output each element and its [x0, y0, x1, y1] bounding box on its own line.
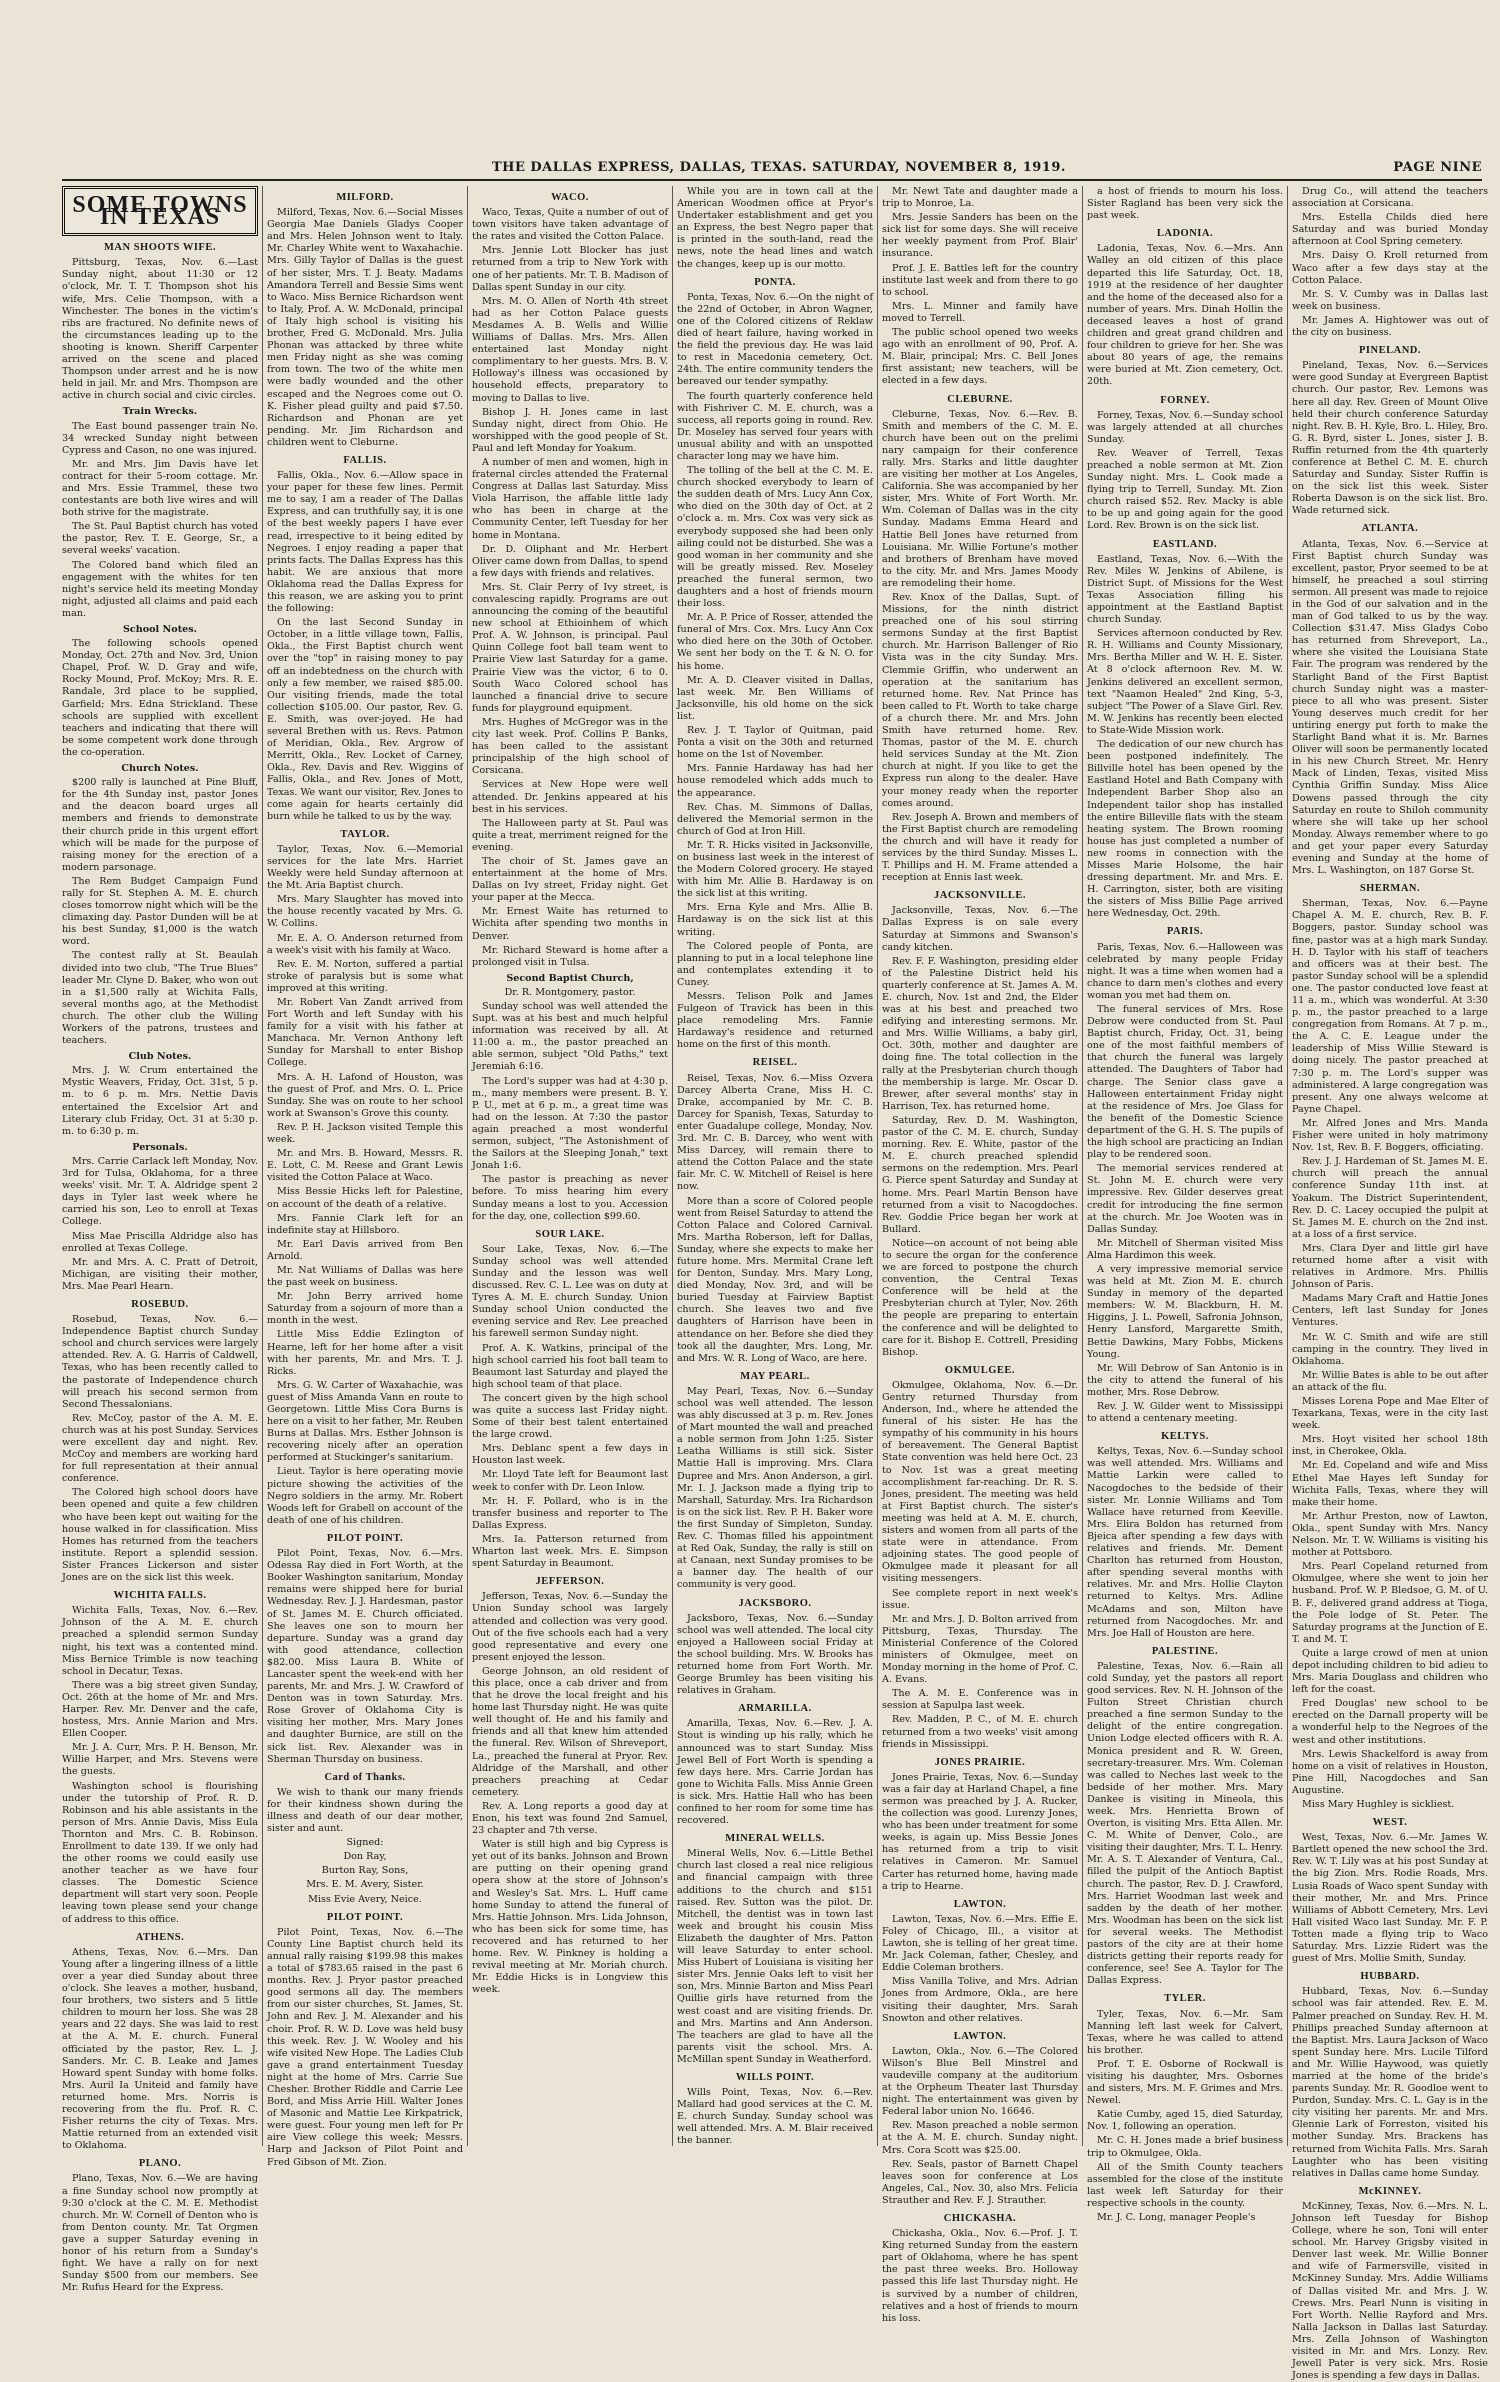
news-paragraph: The East bound passenger train No. 34 wrecked Sunday night between Cypress and Cason, no one was injured. [62, 420, 258, 456]
news-paragraph: Ponta, Texas, Nov. 6.—On the night of the 22nd of October, in Abron Wagner, one of the Colored citizens of Reklaw died of heart failure, having worked in the field the previous day. He was laid to rest in Macedonia cemetery, Oct. 24th. The entire community tenders the bereaved our tender sympathy. [677, 291, 873, 388]
news-paragraph: Misses Lorena Pope and Mae Elter of Texarkana, Texas, were in the city last week. [1292, 1396, 1488, 1432]
news-paragraph: Pilot Point, Texas, Nov. 6.—The County Line Baptist church held its annual rally raising $199.98 this makes a total of $783.65 raised in the past 6 months. Rev. J. Pryor pastor preached good sermons all day. The members from our sister churches, St. James, St. John and Rev. J. M. Alexander and his choir. Prof. R. W. D. Love was held busy this week. Rev. J. W. Wooley and his wife visited New Hope. The Ladies Club gave a grand entertainment Tuesday night at the home of Mrs. Carrie Sue Chesher. Brother Riddle and Carrie Lee Bord, and Miss Arrie Hill. Walter Jones of Masonic and Mattie Lee Kirkpatrick, were guest. Four young men left for Pr aire View college this week; Messrs. Harp and Jackson of Pilot Point and Fred Gibson of Mt. Zion. [267, 1926, 463, 2168]
town-heading: PARIS. [1166, 926, 1204, 938]
town-heading: SHERMAN. [1359, 883, 1421, 895]
news-paragraph: Mr. Will Debrow of San Antonio is in the city to attend the funeral of his mother, Mrs. Rose Debrow. [1087, 1362, 1283, 1398]
news-paragraph: Mrs. M. O. Allen of North 4th street had as her Cotton Palace guests Mesdames A. B. Wells and Willie Williams of Dallas. Mrs. Mrs. Allen entertained last Monday night complimentary to her guests. Mrs. B. V. Holloway's illness was occasioned by household effects, preparatory to moving to Dallas to live. [472, 295, 668, 404]
column-2 [267, 186, 463, 2168]
news-paragraph: Miss Mae Priscilla Aldridge also has enrolled at Texas College. [62, 1230, 258, 1254]
news-paragraph: Services at New Hope were well attended. Dr. Jenkins appeared at his best in his services. [472, 779, 668, 815]
signature-line: Signed: [346, 1837, 384, 1849]
column-rule [877, 186, 878, 2146]
news-paragraph: Mr. H. F. Pollard, who is in the transfer business and reporter to The Dallas Express. [472, 1495, 668, 1531]
town-heading: WILLS POINT. [735, 2071, 815, 2083]
news-paragraph: See complete report in next week's issue. [882, 1587, 1078, 1611]
news-paragraph: More than a score of Colored people went from Reisel Saturday to attend the Cotton Palace and Colored Carnival. Mrs. Martha Roberson, left for Dallas, Sunday, where she expects to make her future home. Mrs. Mermital Crane left for Denton, Sunday. Mrs. Mary Long, died Monday, Nov. 3rd, and will be buried Tuesday at Fairview Baptist church. She leaves two and five daughters of Harrison have been in attendance on her. Before she died they took all the daughter, Mrs. Long, Mr. and Mrs. W. R. Long of Waco, are here. [677, 1195, 873, 1364]
town-heading: CHICKASHA. [943, 2213, 1017, 2224]
town-heading: PALESTINE. [1151, 1645, 1219, 1657]
news-paragraph: Rev. Joseph A. Brown and members of the First Baptist church are remodeling the church and will have it ready for services by the third Sunday. Misses L. T. Phillips and H. M. Frame attended a reception at Ennis last week. [882, 811, 1078, 884]
news-paragraph: Lawton, Okla., Nov. 6.—The Colored Wilson's Blue Bell Minstrel and vaudeville company at the auditorium at the Orpheum Theater last Thursday night. The entertainment was given by Federal labor union No. 16646. [882, 2045, 1078, 2118]
news-paragraph: The contest rally at St. Beaulah divided into two club, "The True Blues" leader Mr. Clyne D. Baker, who won out in a $1,500 rally at Wichita Falls, several months ago, at the Methodist church. The other club the Willing Workers of the patrons, trustees and teachers. [62, 950, 258, 1047]
news-paragraph: Madams Mary Craft and Hattie Jones Centers, left last Sunday for Jones Ventures. [1292, 1293, 1488, 1329]
subheading: Club Notes. [128, 1051, 192, 1063]
news-paragraph: The concert given by the high school was quite a success last Friday night. Some of their best talent entertained the large crowd. [472, 1392, 668, 1441]
town-heading: SOUR LAKE. [535, 1228, 605, 1240]
town-heading: FALLIS. [343, 454, 387, 466]
news-paragraph: Rev. Madden, P. C., of M. E. church returned from a two weeks' visit among friends in Mississippi. [882, 1714, 1078, 1750]
column-7 [1292, 186, 1488, 2382]
column-rule [672, 186, 673, 2146]
news-paragraph: On the last Second Sunday in October, in a little village town, Fallis, Okla., the First Baptist church went over the "top" in raising money to pay off an indebtedness on the church with only a few member, we raised $85.00. Our visiting friends, made the total collection $105.00. Our pastor, Rev. G. E. Smith, was over-joyed. He had several Brethen with us. Revs. Patmon of Meridian, Okla., Rev. Argrow of Merritt, Okla., Rev. Locket of Carney, Okla., Rev. Davis and Rev. Wiggins of Fallis, Okla., and Rev. Jones of Mott, Texas. We want our visitor, Rev. Jones to come again for hearts certainly did burn while he talked to us by the way. [267, 617, 463, 822]
news-paragraph: Mr. and Mrs. J. D. Bolton arrived from Pittsburg, Texas, Thursday. The Ministerial Conference of the Colored ministers of Okmulgee, meet on Monday morning in the home of Prof. C. A. Evans. [882, 1613, 1078, 1686]
news-paragraph: Mr. Alfred Jones and Mrs. Manda Fisher were united in holy matrimony Nov. 1st, Rev. B. F. Boggers, officiating. [1292, 1117, 1488, 1154]
news-paragraph: Rev. P. H. Jackson visited Temple this week. [267, 1121, 463, 1146]
signature-line: Dr. R. Montgomery, pastor. [504, 986, 636, 998]
news-paragraph: Mr. Newt Tate and daughter made a trip to Monroe, La. [882, 186, 1078, 210]
news-paragraph: Miss Bessie Hicks left for Palestine, on account of the death of a relative. [267, 1186, 463, 1210]
news-paragraph: Mrs. Deblanc spent a few days in Houston last week. [472, 1443, 668, 1467]
signature-line: Don Ray, [343, 1851, 387, 1863]
news-paragraph: Rev. J. J. Hardeman of St. James M. E. church will preach the annual conference Sunday 11th inst. at Yoakum. The District Superintendent, Rev. D. C. Lacey occupied the pulpit at St. James M. E. church on the 2nd inst. at a loss of a first service. [1292, 1156, 1488, 1240]
column-rule [467, 186, 468, 2146]
town-heading: PILOT POINT. [326, 1911, 404, 1923]
news-paragraph: Quite a large crowd of men at union depot including children to bid adieu to Mrs. Maria Douglass and children who left for the coast. [1292, 1647, 1488, 1696]
news-paragraph: The memorial services rendered at St. John M. E. church were very impressive. Rev. Gilder deserves great credit for introducing the fine sermon at the church. Mr. Joe Wooten was in Dallas Sunday. [1087, 1163, 1283, 1235]
news-paragraph: Keltys, Texas, Nov. 6.—Sunday school was well attended. Mrs. Williams and Mattie Larkin were called to Nacogdoches to the bedside of their sister. Mr. Lonnie Williams and Tom Wallace have returned from Keeville. Mrs. Elira Boldon has returned from Bjeica after spending a few days with relatives and friends. Mr. Dement Charlton has returned from Houston, after spending several months with relatives. Mr. and Mrs. Hollie Clayton returned to Keltys. Mrs. Adline McAdams and son, Milton have returned from Nacogdoches. Mr. and Mrs. Joe Hall of Houston are here. [1087, 1446, 1283, 1639]
town-heading: JACKSONVILLE. [934, 890, 1026, 902]
news-paragraph: Rev. Seals, pastor of Barnett Chapel leaves soon for conference at Los Angeles, Cal., Nov. 30, also Mrs. Felicia Strauther and Rev. F. J. Strauther. [882, 2158, 1078, 2206]
news-paragraph: Jefferson, Texas, Nov. 6.—Sunday the Union Sunday school was largely attended and collection was very good. Out of the five schools each had a very good representative and every one present enjoyed the lesson. [472, 1591, 668, 1663]
town-heading: JACKSBORO. [738, 1597, 812, 1609]
news-paragraph: Fallis, Okla., Nov. 6.—Allow space in your paper for these few lines. Permit me to say, I am a reader of The Dallas Express, and can truthfully say, it is one of the best weekly papers I have ever read, irrespective to it being edited by Negroes. I enjoy reading a paper that prints facts. The Dallas Express has this habit. We are anxious that more Oklahoma read the Dallas Express for this reason, we are asking you to print the following: [267, 470, 463, 615]
news-paragraph: Rev. F. F. Washington, presiding elder of the Palestine District held his quarterly conference at St. James A. M. E. church, Nov. 1st and 2nd, the Elder was at his best and preached two edifying and interesting sermons. Mr. and Mrs. Willie Williams, a baby girl, Oct. 30th, mother and daughter are doing fine. The total collection in the rally at the Presbyterian church though the membership is large. Mr. Oscar D. Brewer, after several months' stay in Harrison, Tex. has returned home. [882, 955, 1078, 1112]
news-paragraph: A number of men and women, high in fraternal circles attended the Fraternal Congress at Dallas last Saturday. Miss Viola Harrison, the affable little lady who has been in charge at the Community Center, left Tuesday for her home in Montana. [472, 456, 668, 541]
news-paragraph: Mr. T. R. Hicks visited in Jacksonville, on business last week in the interest of the Modern Colored grocery. He stayed with him Mr. Allie B. Hardaway is on the sick list at this writing. [677, 839, 873, 900]
news-paragraph: Mrs. Pearl Copeland returned from Okmulgee, where she went to join her husband. Prof. W. P. Bledsoe, G. M. of U. B. F., delivered grand address at Tioga, the Pole lodge of St. Peter. The Saturday programs at the Junction of E. T. and M. T. [1292, 1561, 1488, 1645]
news-paragraph: Pilot Point, Texas, Nov. 6.—Mrs. Odessa Ray died in Fort Worth, at the Booker Washington sanitarium, Monday remains were shipped here for burial Wednesday. Rev. J. J. Hardesman, pastor of St. James M. E. Church officiated. She leaves one son to mourn her departure. Sunday was a grand day with good attendance, collection $82.00. Miss Laura B. White of Lancaster spent the week-end with her parents, Mr. and Mrs. J. W. Crawford of Denton was in town Saturday. Mrs. Rose Grover of Oklahoma City is visiting her mother, Mrs. Mary Jones and daughter Burnice, are still on the sick list. Rev. Alexander was in Sherman Thursday on business. [267, 1548, 463, 1765]
news-paragraph: Wichita Falls, Texas, Nov. 6.—Rev. Johnson of the A. M. E. church preached a splendid sermon Sunday night, his text was a contented mind. Miss Bernice Trimble is now teaching school in Decatur, Texas. [62, 1605, 258, 1677]
news-paragraph: The Colored high school doors have been opened and quite a few children who have been kept out waiting for the house walked in for classification. Miss Homes has returned from the teachers institute. Report a splendid session. Sister Frances Lickerson and sister Jones are on the sick list this week. [62, 1487, 258, 1584]
news-paragraph: Bishop J. H. Jones came in last Sunday night, direct from Ohio. He worshipped with the good people of St. Paul and left Monday for Yoakum. [472, 406, 668, 454]
news-paragraph: Plano, Texas, Nov. 6.—We are having a fine Sunday school now promptly at 9:30 o'clock at the C. M. E. Methodist church. Mr. W. Cornell of Denton who is from Denton county. Mr. Tat Orgmen gave a supper Saturday evening in honor of his return from a Sunday's fight. We have a rally on for next Sunday $500 from our members. See Mr. Rufus Heard for the Express. [62, 2173, 258, 2294]
news-paragraph: Mrs. Carrie Carlack left Monday, Nov. 3rd for Tulsa, Oklahoma, for a three weeks' visit. Mr. T. A. Aldridge spent 2 days in Tyler last week where he carried his son, Leo to enroll at Texas College. [62, 1155, 258, 1228]
news-paragraph: The Colored band which filed an engagement with the whites for ten night's service held its meeting Monday night, adjusted all claims and paid each man. [62, 559, 258, 619]
town-heading: OKMULGEE. [944, 1364, 1016, 1376]
news-paragraph: Mr. Nat Williams of Dallas was here the past week on business. [267, 1264, 463, 1289]
news-paragraph: The Halloween party at St. Paul was quite a treat, merriment reigned for the evening. [472, 817, 668, 853]
column-5 [882, 186, 1078, 2324]
news-paragraph: Mr. J. C. Long, manager People's [1097, 2212, 1256, 2223]
town-heading: PINELAND. [1359, 345, 1421, 357]
signature-line: Miss Evie Avery, Neice. [308, 1893, 422, 1905]
news-paragraph: Prof. T. E. Osborne of Rockwall is visiting his daughter, Mrs. Osbornes and sisters, Mrs. M. F. Grimes and Mrs. Newel. [1087, 2058, 1283, 2107]
news-paragraph: Sunday school was well attended the Supt. was at his best and much helpful information was received by all. At 11:00 a. m., the pastor preached an able sermon, subject "Old Paths," text Jeremiah 6:16. [472, 1001, 668, 1073]
signature-line: Burton Ray, Sons, [321, 1865, 409, 1877]
news-paragraph: Mrs. Mary Slaughter has moved into the house recently vacated by Mrs. G. W. Collins. [267, 894, 463, 930]
news-paragraph: Rev. Mason preached a noble sermon at the A. M. E. church. Sunday night. Mrs. Cora Scott was $25.00. [882, 2120, 1078, 2156]
news-paragraph: West, Texas, Nov. 6.—Mr. James W. Bartlett opened the new school the 3rd. Rev. W. T. Lily was at his post Sunday at the big Zion. Mrs. Rodie Roads, Mrs. Lusia Roads of Waco spent Sunday with their mother, Mr. and Mrs. Prince Williams of Abbott Cemetery, Mrs. Levi Hall visited Waco last Sunday. Mr. F. P. Totten made a flying trip to Waco Saturday. Mrs. Lizzie Ridert was the guest of Mrs. Mollie Smith, Sunday. [1292, 1832, 1488, 1965]
news-paragraph: Reisel, Texas, Nov. 6.—Miss Ozvera Darcey Alberta Crane, Miss H. C. Drake, accompanied by Mr. C. B. Darcey for Spanish, Texas, Saturday to enter Guadalupe college, Monday, Nov. 3rd. Mr. C. B. Darcey, who went with Miss Darcey, will remain there to attend the Cotton Palace and the state fair. Mr. C. W. Mitchell of Reisel is here now. [677, 1072, 873, 1193]
column-rule [1287, 186, 1288, 2146]
news-paragraph: $200 rally is launched at Pine Bluff, for the 4th Sunday inst, pastor Jones and the deacon board urges all members and friends to demonstrate their church pride in this urgent effort which will be made for the purpose of raising money for the erection of a modern parsonage. [62, 777, 258, 873]
news-paragraph: Dr. D. Oliphant and Mr. Herbert Oliver came down from Dallas, to spend a few days with friends and relatives. [472, 543, 668, 579]
town-heading: ARMARILLA. [738, 1703, 812, 1715]
news-paragraph: Mr. and Mrs. Jim Davis have let contract for their 5-room cottage. Mr. and Mrs. Essie Trammel, these two contestants are both live wires and will both strive for the magistrate. [62, 458, 258, 519]
news-paragraph: Mr. John Berry arrived home Saturday from a sojourn of more than a month in the west. [267, 1291, 463, 1327]
news-paragraph: Mr. C. H. Jones made a brief business trip to Okmulgee, Okla. [1087, 2135, 1283, 2159]
news-paragraph: The choir of St. James gave an entertainment at the home of Mrs. Dallas on Ivy street, Friday night. Get your paper at the Mecca. [472, 855, 668, 904]
news-paragraph: Ladonia, Texas, Nov. 6.—Mrs. Ann Walley an old citizen of this place departed this life Saturday, Oct. 18, 1919 at the residence of her daughter and the home of the deceased also for a number of years. Mrs. Dinah Hollin the deceased leaves a host of grand children and great grand children and four children to grieve for her. She was about 80 years of age, the remains were buried at Mt. Zion cemetery, Oct. 20th. [1087, 243, 1283, 388]
news-paragraph: Mrs. Fannie Hardaway has had her house remodeled which adds much to the appearance. [677, 763, 873, 799]
news-paragraph: The A. M. E. Conference was in session at Sapulpa last week. [882, 1688, 1078, 1712]
town-heading: Card of Thanks. [324, 1771, 406, 1783]
news-paragraph: Mr. Mitchell of Sherman visited Miss Alma Hardimon this week. [1087, 1237, 1283, 1261]
news-paragraph: Rev. E. M. Norton, suffered a partial stroke of paralysis but is some what improved at this writing. [267, 958, 463, 994]
town-heading: PONTA. [754, 276, 796, 288]
news-paragraph: Notice—on account of not being able to secure the organ for the conference we are forced to postpone the church convention, the Central Texas Conference will be held at the Presbyterian church at Tyler, Nov. 26th the people are preparing to entertain the conference and will be delighted to care for it. Bishop E. Cottrell, Presiding Bishop. [882, 1237, 1078, 1358]
column-6 [1087, 186, 1283, 2223]
news-paragraph: Water is still high and big Cypress is yet out of its banks. Johnson and Brown are putting on their opening grand opera show at the store of Johnson's and Wesley's Sat. Mrs. L. Huff came home Sunday to attend the funeral of Mrs. Hattie Johnson. Mrs. Lida Johnson, who has been sick for some time, has recovered and has returned to her home. Rev. W. Pinkney is holding a revival meeting at Mr. Moriah church. Mr. Eddie Hicks is in Longview this week. [472, 1839, 668, 1996]
news-paragraph: Drug Co., will attend the teachers association at Corsicana. [1292, 186, 1488, 210]
news-paragraph: Mrs. Clara Dyer and little girl have returned home after a visit with relatives in Ardmore. Mrs. Phillis Johnson of Paris. [1292, 1242, 1488, 1291]
column-4 [677, 186, 873, 2146]
news-paragraph: Jacksonville, Texas, Nov. 6.—The Dallas Express is on sale every Saturday at Simmons and Swanson's candy kitchen. [882, 905, 1078, 953]
subheading: Second Baptist Church, [506, 972, 634, 984]
news-paragraph: Waco, Texas, Quite a number of out of town visitors have taken advantage of the rates and visited the Cotton Palace. [472, 207, 668, 243]
news-paragraph: Cleburne, Texas, Nov. 6.—Rev. B. Smith and members of the C. M. E. church have been out on the prelimi nary campaign for their conference rally. Mrs. Starks and little daughter are visiting her mother at Los Angeles, California. She was accompanied by her sister, Mrs. White of Fort Worth. Mr. Wm. Coleman of Dallas was in the city Sunday. Madams Emma Heard and Hattie Bell Jones have returned from Louisiana. Mr. Willie Fortune's mother and brothers of Brenham have moved to the city. Mr. and Mrs. James Moody are remodeling their home. [882, 408, 1078, 589]
town-heading: ROSEBUD. [131, 1298, 189, 1310]
news-paragraph: Paris, Texas, Nov. 6.—Halloween was celebrated by many people Friday night. It was a time when women had a chance to darn men's clothes and every woman you met had them on. [1087, 941, 1283, 1001]
news-paragraph: The St. Paul Baptist church has voted the pastor, Rev. T. E. George, Sr., a several weeks' vacation. [62, 521, 258, 557]
news-paragraph: The Rem Budget Campaign Fund rally for St. Stephen A. M. E. church closes tomorrow night which will be the climaxing day. Pastor Dunden will be at his best Sunday, $1,000 is the watch word. [62, 875, 258, 948]
town-heading: KELTYS. [1161, 1431, 1209, 1443]
masthead-title: THE DALLAS EXPRESS, DALLAS, TEXAS. SATURDAY, NOVEMBER 8, 1919. [492, 160, 1066, 175]
news-paragraph: While you are in town call at the American Woodmen office at Pryor's Undertaker establishment and get you an Express, the best Negro paper that is printed in the south-land, read the news, note the head lines and watch the changes, keep up is our motto. [677, 186, 873, 270]
news-paragraph: Atlanta, Texas, Nov. 6.—Service at First Baptist church Sunday was excellent, pastor, Pryor seemed to be at himself, he preached a soul stirring sermon. All present was made to rejoice in the God of our salvation and in the man of God talked to us by the way. Collection $31.47. Miss Gladys Cobo has returned from Shreveport, La., where she visited the Louisiana State Fair. The program was rendered by the Starlight Band of the First Baptist church Sunday night was a master-piece to all who was present. Sister Young deserves much credit for her untiring energy put forth to make the Starlight Band what it is. Mr. Barnes Oliver will soon be permanently located in his new Church Street. Mr. Henry Mack of Linden, Texas, visited Miss Cynthia Griffin Sunday. Miss Alice Dowens passed through the city Saturday en route to Shiloh community where she will take up her school Monday. Always remember where to go and get your paper every Saturday evening and Sunday at the home of Mrs. L. Washington, on 187 Gorse St. [1292, 538, 1488, 877]
town-heading: REISEL. [752, 1057, 798, 1069]
town-heading: WACO. [551, 192, 589, 203]
town-heading: HUBBARD. [1360, 1971, 1420, 1983]
town-heading: ATLANTA. [1361, 523, 1419, 535]
news-paragraph: Miss Mary Hughley is sickliest. [1302, 1799, 1455, 1810]
news-paragraph: Mrs. Erna Kyle and Mrs. Allie B. Hardaway is on the sick list at this writing. [677, 902, 873, 938]
news-paragraph: Rev. A. Long reports a good day at Enon, his text was found 2nd Samuel, 23 chapter and 7th verse. [472, 1800, 668, 1837]
news-paragraph: Mr. and Mrs. A. C. Pratt of Detroit, Michigan, are visiting their mother, Mrs. Mae Pearl Hearn. [62, 1256, 258, 1292]
town-heading: TAYLOR. [340, 828, 390, 840]
news-paragraph: Sour Lake, Texas, Nov. 6.—The Sunday school was well attended Sunday and the lesson was well discussed. Rev. C. L. Lee was on duty at Tyres A. M. E. church Sunday. Union Sunday school Union conducted the evening service and Rev. Lee preached his farewell sermon Sunday night. [472, 1243, 668, 1340]
news-paragraph: Palestine, Texas, Nov. 6.—Rain all cold Sunday, yet the pastors all report good services. Rev. N. H. Johnson of the Fulton Street Christian church preached a fine sermon Sunday to the delight of the entire congregation. Union Lodge elected officers with R. A. Monica president and R. W. Green, secretary-treasurer. Mrs. Wm. Coleman was called to Neches last week to the bedside of her mother. Mrs. Mary Dankee is visiting in Mineola, this week. Mrs. Henrietta Brown of Overton, is visiting Mrs. Etta Allen. Mr. C. M. White of Denver, Colo., are visiting their daughter, Mrs. T. L. Henry. Mr. A. S. T. Alexander of Ventura, Cal., filled the pulpit of the Antioch Baptist church. The pastor, Rev. D. J. Crawford, Mrs. Harriet Woodman last week and sadden by the death of her mother. Mrs. Woodman has been on the sick list for several weeks. The Methodist pastors of the city are at their home districts getting their reports ready for conference, see! See A. Taylor for The Dallas Express. [1087, 1660, 1283, 1987]
news-paragraph: Miss Vanilla Tolive, and Mrs. Adrian Jones from Ardmore, Okla., are here visiting their daughter, Mrs. Sarah Snowton and other relatives. [882, 1976, 1078, 2024]
news-paragraph: Mrs. Ia. Patterson returned from Wharton last week. Mrs. E. Simpson spent Saturday in Beaumont. [472, 1533, 668, 1570]
news-paragraph: All of the Smith County teachers assembled for the close of the institute last week left Saturday for their respective schools in the county. [1087, 2161, 1283, 2209]
town-heading: LADONIA. [1156, 228, 1214, 240]
subheading: Personals. [132, 1141, 188, 1153]
town-heading: FORNEY. [1160, 394, 1210, 406]
news-paragraph: Okmulgee, Oklahoma, Nov. 6.—Dr. Gentry returned Thursday from Anderson, Ind., where he attended the funeral of his sister. He has the sympathy of his community in his hours of bereavement. The General Baptist State convention was held here Oct. 23 to Nov. 1st was a great meeting accomplishment far-reaching. Dr. R. S. Jones, president. The meeting was held at First Baptist church. The sister's meeting was held at A. M. E. church, sisters and women from all parts of the state were in attendance. From adjoining states. The good people of Okmulgee made it pleasant for all visiting messengers. [882, 1379, 1078, 1585]
news-paragraph: Mr. Ed. Copeland and wife and Miss Ethel Mae Hayes left Sunday for Wichita Falls, Texas, where they will make their home. [1292, 1460, 1488, 1508]
news-paragraph: a host of friends to mourn his loss. Sister Ragland has been very sick the past week. [1087, 186, 1283, 222]
masthead [62, 157, 1482, 181]
news-paragraph: McKinney, Texas, Nov. 6.—Mrs. N. L. Johnson left Tuesday for Bishop College, where he son, Toni will enter school. Mr. Harvey Grigsby visited in Denver last week. Mr. Willie Bonner and wife of Farmersville, visited in McKinney Sunday. Mrs. Addie Williams of Dallas visited Mr. and Mrs. J. W. Crews. Mrs. Pearl Nunn is visiting in Fort Worth. Nellie Rayford and Mrs. Nalla Jackson in Dallas last Saturday. Mrs. Zella Johnson of Washington visited in Mr. and Mrs. Lonzy. Rev. Jewell Pater is very sick. Mrs. Rosie Jones is spending a few days in Dallas. [1292, 2200, 1488, 2382]
town-heading: LAWTON. [953, 2030, 1007, 2042]
news-paragraph: Eastland, Texas, Nov. 6.—With the Rev. Miles W. Jenkins of Abilene, is District Supt. of Missions for the West Texas Association filling his appointment at the Eastland Baptist church Sunday. [1087, 553, 1283, 626]
column-1 [62, 186, 258, 2294]
news-paragraph: Tyler, Texas, Nov. 6.—Mr. Sam Manning left last week for Calvert, Texas, where he was called to attend his brother. [1087, 2008, 1283, 2056]
news-paragraph: Mr. E. A. O. Anderson returned from a week's visit with his family at Waco. [267, 932, 463, 956]
news-paragraph: There was a big street given Sunday, Oct. 26th at the home of Mr. and Mrs. Harper. Rev. Mr. Denver and the cafe, hostess, Mrs. Annie Marion and Mrs. Ellen Cooper. [62, 1679, 258, 1740]
subheading: Train Wrecks. [122, 406, 198, 418]
town-heading: ATHENS. [135, 1931, 185, 1943]
news-paragraph: Rev. Knox of the Dallas, Supt. of Missions, for the ninth district preached one of his soul stirring sermons Sunday at the first Baptist church. Mr. Harrison Ballenger of Rio Vista was in the city Sunday. Mrs. Clemmie Griffin, who underwent an operation at the sanitarium has returned home. Rev. Nat Prince has been called to Ft. Worth to take charge of a church there. Mr. and Mrs. John Smith have returned home. Rev. Thomas, pastor of the M. E. church held services Sunday at the Mt. Zion church at night. If you like to get the Express run along to the dealer. Have your money ready when the reporter comes around. [882, 592, 1078, 809]
news-paragraph: Sherman, Texas, Nov. 6.—Payne Chapel A. M. E. church, Rev. B. F. Boggers, pastor. Sunday school was fine, pastor was at a high mark Sunday. H. D. Taylor with his staff of teachers and officers was at their best. The pastor Sunday school will be a splendid one. The pastor conducted love feast at 11 a. m., which was wonderful. At 3:30 p. m., the pastor preached to a large congregation from Romans. At 7 p. m., the A. C. E. League under the leadership of Miss Willie Steward is doing nicely. The pastor preached at 7:30 p. m. The Lord's supper was administered. A large congregation was present. Any one always welcome at Payne Chapel. [1292, 898, 1488, 1115]
news-paragraph: Prof. J. E. Battles left for the country institute last week and from there to go to school. [882, 262, 1078, 298]
news-paragraph: The pastor is preaching as never before. To miss hearing him every Sunday means a lost to you. Accession for the day, one, collection $99.60. [472, 1174, 668, 1222]
town-heading: TYLER. [1164, 1993, 1206, 2005]
news-paragraph: The following schools opened Monday, Oct. 27th and Nov. 3rd, Union Chapel, Prof. W. D. Gray and wife, Rocky Mound, Prof. McKoy; Mrs. R. E. Randale, 3rd place to be supplied, Garfield; Mrs. Edna Strickland. These schools are supplied with excellent teachers and indicating that there will be some competent work done through the co-operation. [62, 638, 258, 758]
news-paragraph: Mrs. G. W. Carter of Waxahachie, was guest of Miss Amanda Vann en route to Georgetown. Little Miss Cora Burns is here on a visit to her father, Mr. Reuben Burns at Dallas. Mrs. Esther Johnson is recovering nicely after an operation performed at Stuckinger's sanitarium. [267, 1379, 463, 1464]
news-paragraph: Rev. Weaver of Terrell, Texas preached a noble sermon at Mt. Zion Sunday night. Mrs. L. Cook made a flying trip to Terrell, Sunday. Mt. Zion church raised $52. Rev. Macky is able to be up and going again for the good Lord. Rev. Brown is on the sick list. [1087, 447, 1283, 532]
news-paragraph: Wills Point, Texas, Nov. 6.—Rev. Mallard had good services at the C. M. E. church Sunday. Sunday school was well attended. Mrs. A. M. Blair received the banner. [677, 2087, 873, 2147]
news-paragraph: Mr. Willie Bates is able to be out after an attack of the flu. [1292, 1369, 1488, 1393]
town-heading: MAY PEARL. [740, 1370, 810, 1382]
news-paragraph: Pineland, Texas, Nov. 6.—Services were good Sunday at Evergreen Baptist church. Our pastor, Rev. Lemons was here all day. Rev. Green of Mount Olive held their church conference Saturday night. Rev. B. H. Kyle, Bro. L. Hiley, Bro. G. R. Byrd, sister L. Jones, sister J. B. Ruffin returned from the 4th quarterly conference at Bethel C. M. E. church Saturday and Sunday. Sister Ruffin is on the sick list this week. Sister Roberta Dawson is on the sick list. Bro. Wade returned sick. [1292, 360, 1488, 517]
section-headline: SOME TOWNS IN TEXAS [62, 186, 258, 236]
news-paragraph: The Lord's supper was had at 4:30 p. m., many members were present. B. Y. P. U., met at 6 p. m., a great time was had on the lesson. At 7:30 the pastor again preached a most wonderful sermon, subject, "The Astonishment of the Sailors at the Sleeping Jonah," text Jonah 1:6. [472, 1075, 668, 1172]
town-heading: CLEBURNE. [947, 393, 1013, 405]
news-paragraph: A very impressive memorial service was held at Mt. Zion M. E. church Sunday in memory of the departed members: W. M. Blackburn, H. M. Higgins, J. L. Powell, Safronia Johnson, Henry Lansford, Margarette Smith, Bettie Dawkins, Mary Fobbs, Mickens Young. [1087, 1263, 1283, 1360]
town-heading: WEST. [1372, 1817, 1408, 1829]
news-paragraph: Mrs. Estella Childs died here Saturday and was buried Monday afternoon at Cool Spring cemetery. [1292, 212, 1488, 248]
news-paragraph: Mrs. Jessie Sanders has been on the sick list for some days. She will receive her weekly payment from Prof. Blair' insurance. [882, 212, 1078, 260]
news-paragraph: The tolling of the bell at the C. M. E. church shocked everybody to learn of the sudden death of Mrs. Lucy Ann Cox, who died on the 30th day of Oct. at 2 o'clock a. m. Mrs. Cox was very sick as everybody supposed she had been only ailing could not be disturbed. She was a good woman in her community and she will be greatly missed. Rev. Moseley preached the funeral sermon, two daughters and a host of friends mourn their loss. [677, 465, 873, 610]
column-3 [472, 186, 668, 2146]
town-heading: PILOT POINT. [326, 1532, 404, 1544]
news-paragraph: Rev. Chas. M. Simmons of Dallas, delivered the Memorial sermon in the church of God at Iron Hill. [677, 801, 873, 837]
news-paragraph: Mrs. Lewis Shackelford is away from home on a visit of relatives in Houston, Pine Hill, Nacogdoches and San Augustine. [1292, 1748, 1488, 1796]
town-heading: JONES PRAIRIE. [934, 1756, 1026, 1768]
news-paragraph: Forney, Texas, Nov. 6.—Sunday school was largely attended at all churches Sunday. [1087, 409, 1283, 445]
news-paragraph: We wish to thank our many friends for their kindness shown during the illness and death of our dear mother, sister and aunt. [267, 1786, 463, 1835]
page-number: PAGE NINE [1393, 160, 1482, 175]
news-paragraph: George Johnson, an old resident of this place, once a cab driver and from that he drove the local freight and his home last Thursday night. He was quite well thought of. He and his family and friends and all that knew him attended the funeral. Rev. Wilson of Shreveport, La., preached the funeral at Pryor. Rev. Aldridge of the Marshall, and other preachers preaching at Cedar cemetery. [472, 1665, 668, 1798]
news-paragraph: Taylor, Texas, Nov. 6.—Memorial services for the late Mrs. Harriet Weekly were held Sunday afternoon at the Mt. Aria Baptist church. [267, 843, 463, 892]
town-heading: McKINNEY. [1358, 2185, 1422, 2197]
news-paragraph: Mr. J. A. Curr, Mrs. P. H. Benson, Mr. Willie Harper, and Mrs. Stevens were the guests. [62, 1742, 258, 1778]
news-paragraph: Mr. Ernest Waite has returned to Wichita after spending two months in Denver. [472, 906, 668, 942]
town-heading: JEFFERSON. [535, 1576, 605, 1588]
news-paragraph: Mrs. Jennie Lott Blocker has just returned from a trip to New York with one of her patients. Mr. T. B. Madison of Dallas spent Sunday in our city. [472, 245, 668, 293]
news-paragraph: Mr. Richard Steward is home after a prolonged visit in Tulsa. [472, 944, 668, 968]
news-paragraph: Rev. McCoy, pastor of the A. M. E. church was at his post Sunday. Services were excellent day and night. Rev. McCoy and members are working hard for full representation at their annual conference. [62, 1412, 258, 1485]
news-paragraph: Saturday, Rev. D. M. Washington, pastor of the C. M. E. church, Sunday morning. Rev. E. White, pastor of the M. E. church preached splendid sermons on the redemption. Mrs. Pearl G. Pierce spent Saturday and Sunday at home. Mrs. Pearl Martin Benson have returned from a visit to Nacogdoches. Rev. Goddie Price began her work at Bullard. [882, 1114, 1078, 1235]
town-heading: WICHITA FALLS. [113, 1590, 207, 1602]
news-paragraph: Mr. Robert Van Zandt arrived from Fort Worth and left Sunday with his family for a visit with his father at Manchaca. Mr. Vernon Anthony left Sunday for Marshall to enter Bishop College. [267, 997, 463, 1069]
news-paragraph: Rev. J. W. Gilder went to Mississippi to attend a centenary meeting. [1087, 1401, 1283, 1425]
news-paragraph: Lieut. Taylor is here operating movie picture showing the activities of the Negro soldiers in the army. Mr. Robert Woods left for Grabell on account of the death of one of his children. [267, 1466, 463, 1526]
news-paragraph: Chickasha, Okla., Nov. 6.—Prof. J. T. King returned Sunday from the eastern part of Oklahoma, where he has spent the past three weeks. Bro. Holloway passed this life last Thursday night. He is survived by a number of children, relatives and a host of friends to mourn his loss. [882, 2228, 1078, 2324]
town-heading: MILFORD. [336, 192, 394, 203]
news-paragraph: Jacksboro, Texas, Nov. 6.—Sunday school was well attended. The local city enjoyed a Halloween social Friday at the school building. Mrs. W. Brooks has returned home from Fort Worth. Mr. George Brumley has been visiting his relatives in Graham. [677, 1612, 873, 1697]
news-paragraph: The dedication of our new church has been postponed indefinitely. The Billville hotel has been opened by the Eastland Hotel and Bath Company with Independent Barber Shop also an Independent tailor shop has installed the entire Billeville flats with the steam heating system. The Brown rooming house has just completed a number of new rooms in connection with the Misses Marie Holsome, the hair dressing department. Mr. and Mrs. E. H. Carrington, sister, both are visiting the sisters of Miss Billie Page arrived here Wednesday, Oct. 29th. [1087, 739, 1283, 920]
news-paragraph: Mr. W. C. Smith and wife are still camping in the country. They lived in Oklahoma. [1292, 1331, 1488, 1367]
news-paragraph: Katie Cumby, aged 15, died Saturday, Nov. 1, following an operation. [1087, 2109, 1283, 2133]
news-paragraph: Mrs. L. Minner and family have moved to Terrell. [882, 300, 1078, 324]
news-paragraph: Services afternoon conducted by Rev. R. H. Williams and County Missionary, Mrs. Bertha Miller and W. H. E. Sister. At 8 o'clock afternoon Rev. M. W. Jenkins delivered an excellent sermon, text "Naamon Healed" 2nd King, 5-3, subject "The Power of a Slave Girl. Rev. M. W. Jenkins has recently been elected to State-Wide Mission work. [1087, 628, 1283, 736]
news-paragraph: Milford, Texas, Nov. 6.—Social Misses Georgia Mae Daniels Gladys Cooper and Mrs. Helen Johnson went to Italy. Mr. Charley White went to Waxahachie. Mrs. Gilly Taylor of Dallas is the guest of her sister, Mrs. T. J. Beaty. Madams Amandora Terrell and Bessie Sims went to Waco. Miss Bernice Richardson went to Italy, Prof. A. W. McDonald, principal of Italy high school is visiting his brother, Fred G. McDonald. Mrs. Julia Phonan was attacked by three white men Friday night as she was coming from town. The two of the white men were badly wounded and the other escaped and the Negroes come out O. K. Fisher plead guilty and paid $7.50. Richardson and Phonan are yet pending. Mr. Jim Richardson and children went to Cleburne. [267, 207, 463, 448]
news-paragraph: Mr. Earl Davis arrived from Ben Arnold. [267, 1238, 463, 1262]
news-paragraph: Rosebud, Texas, Nov. 6.—Independence Baptist church Sunday school and church services were largely attended. Rev. A. G. Harris of Caldwell, Texas, who has been recently called to the pastorate of Independence church will preach his second sermon from Second Thessalonians. [62, 1314, 258, 1410]
signature-line: Mrs. E. M. Avery, Sister. [306, 1879, 424, 1891]
news-paragraph: Mineral Wells, Nov. 6.—Little Bethel church last closed a real nice religious and financial campaign with three additions to the church and $151 raised. Rev. Sutton was the pilot. Dr. Mitchell, the dentist was in town last week and brought his cousin Miss Elizabeth the daughter of Mrs. Patton will leave Saturday to enter school. Miss Hubert of Louisiana is visiting her sister Mrs. Jennie Oaks left to visit her son, Mrs. Minnie Barton and Miss Pearl Quillie girls have returned from the west coast and are visiting friends. Dr. and Mrs. Martins and Ann Anderson. The teachers are glad to have all the parents visit the school. Mrs. A. McMillan spent Sunday in Weatherford. [677, 1848, 873, 2065]
news-paragraph: Amarilla, Texas, Nov. 6.—Rev. J. A. Stout is winding up his rally, which he announced was to start Sunday. Miss Jewel Bell of Fort Worth is spending a few days here. Mrs. Carrie Jordan has gone to Wichita Falls. Miss Annie Green is sick. Mrs. Hattie Hall who has been confined to her room for some time has recovered. [677, 1718, 873, 1827]
news-paragraph: Mrs. Hughes of McGregor was in the city last week. Prof. Collins P. Banks, has been called to the assistant principalship of the high school of Corsicana. [472, 716, 668, 777]
subheading: Church Notes. [121, 763, 199, 775]
news-paragraph: Mrs. Hoyt visited her school 18th inst, in Cherokee, Okla. [1292, 1434, 1488, 1458]
news-paragraph: Pittsburg, Texas, Nov. 6.—Last Sunday night, about 11:30 or 12 o'clock, Mr. T. T. Thompson shot his wife, Mrs. Celie Thompson, with a Winchester. The bones in the victim's ribs are fractured. No definite news of the circumstances leading up to the shooting is known. Sheriff Carpenter arrived on the scene and placed Thompson under arrest and he is now held in jail. Mr. and Mrs. Thompson are active in church social and civic circles. [62, 257, 258, 402]
news-paragraph: Jones Prairie, Texas, Nov. 6.—Sunday was a fair day at Harland Chapel, a fine sermon was preached by J. A. Rucker, the collection was good. Lurenzy Jones, who has been under treatment for some weeks, is again up. Miss Bessie Jones has returned from a trip to visit relatives in Cameron. Mr. Samuel Carter has returned home, having made a trip to Hearne. [882, 1771, 1078, 1892]
town-heading: MINERAL WELLS. [725, 1833, 825, 1845]
news-paragraph: Lawton, Texas, Nov. 6.—Mrs. Effie E. Foley of Chicago, Ill., a visitor at Lawton, she is telling of her great time. Mr. Jack Coleman, father, Chesley, and Eddie Coleman brothers. [882, 1913, 1078, 1974]
news-paragraph: The Colored people of Ponta, are planning to put in a local telephone line and contemplates extending it to Cuney. [677, 940, 873, 988]
news-paragraph: Mrs. J. W. Crum entertained the Mystic Weavers, Friday, Oct. 31st, 5 p. m. to 6 p. m. Mrs. Nettie Davis entertained the Excelsior Art and Literary club Friday, Oct. 31 at 5:30 p. m. to 6:30 p. m. [62, 1065, 258, 1137]
news-paragraph: Athens, Texas, Nov. 6.—Mrs. Dan Young after a lingering illness of a little over a year died Sunday about three o'clock. She leaves a mother, husband, four brothers, two sisters and 5 little children to mourn her loss. She was 28 years and 22 days. She was laid to rest at the A. M. E. church. Funeral officiated by the pastor, Rev. L. J. Sanders. Mr. C. B. Leake and James Howard spent Sunday with home folks. Mrs. Auril Ia Uniteid and family have returned home. Mrs. Norris is recovering from the flu. Prof. R. C. Fisher returns the city of Texas. Mrs. Mattie returned from an extended visit to Oklahoma. [62, 1946, 258, 2152]
news-paragraph: The funeral services of Mrs. Rose Debrow were conducted from St. Paul Baptist church, Friday, Oct. 31, being one of the most faithful members of that church the funeral was largely attended. The Daughters of Tabor had charge. The Senior class gave a Halloween entertainment Friday night at the residence of Mrs. Joe Glass for the benefit of the Domestic Science department of the G. H. S. The pupils of the high school are practicing an Indian play to be rendered soon. [1087, 1004, 1283, 1161]
news-paragraph: Mr. James A. Hightower was out of the city on business. [1292, 314, 1488, 339]
news-paragraph: Rev. J. T. Taylor of Quitman, paid Ponta a visit on the 30th and returned home on the 1st of November. [677, 725, 873, 761]
news-paragraph: Mr. A. P. Price of Rosser, attended the funeral of Mrs. Cox. Mrs. Lucy Ann Cox who died here on the 30th of October. We sent her body on the T. & N. O. for his home. [677, 612, 873, 672]
news-paragraph: Mr. and Mrs. B. Howard, Messrs. R. E. Lott, C. M. Reese and Grant Lewis visited the Cotton Palace at Waco. [267, 1148, 463, 1184]
town-heading: PLANO. [138, 2158, 182, 2170]
news-paragraph: Mrs. Fannie Clark left for an indefinite stay at Hillsboro. [267, 1212, 463, 1236]
town-heading: LAWTON. [953, 1898, 1007, 1910]
column-rule [262, 186, 263, 2146]
news-paragraph: The public school opened two weeks ago with an enrollment of 90, Prof. A. M. Blair, principal; Mrs. C. Bell Jones first assistant; new teachers, will be elected in a few days. [882, 327, 1078, 387]
news-paragraph: Fred Douglas' new school to be erected on the Darnall property will be a wonderful help to the Negroes of the west and other institutions. [1292, 1698, 1488, 1746]
news-paragraph: Prof. A. K. Watkins, principal of the high school carried his foot ball team to Beaumont last Saturday and played the high school team of that place. [472, 1342, 668, 1390]
town-heading: EASTLAND. [1152, 538, 1218, 550]
town-heading: MAN SHOOTS WIFE. [104, 242, 216, 254]
news-paragraph: Washington school is flourishing under the tutorship of Prof. R. D. Robinson and his able assistants in the person of Mrs. Annie Davis, Miss Eula Thornton and Mrs. C. B. Robinson. Enrollment to date 139. If we only had the other rooms we could easily use another teacher as we have four classes. The Domestic Science department will start very soon. People leaving town please send your change of address to this office. [62, 1780, 258, 1925]
news-paragraph: May Pearl, Texas, Nov. 6.—Sunday school was well attended. The lesson was ably discussed at 3 p. m. Rev. Jones of Mart mounted the wall and preached a noble sermon from John 1:25. Sister Leatha Williams is still sick. Sister Mattie Hall is improving. Mrs. Clara Dupree and Mrs. Anon Anderson, a girl. Mr. I. J. Jackson made a flying trip to Marshall, Saturday. Mrs. Ira Richardson is on the sick list. Rev. P. H. Baker wore the first Sunday of Simpleton, Sunday. Rev. C. Thomas filled his appointment at Red Oak, Sunday, the rally is still on at Canaan, next Sunday promises to be a banner day. The health of our community is very good. [677, 1385, 873, 1591]
news-paragraph: Messrs. Telison Polk and James Fulgeon of Travick has been in this place remodeling Mrs. Fannie Hardaway's residence and returned home on the first of this month. [677, 991, 873, 1051]
news-paragraph: The fourth quarterly conference held with Fishriver C. M. E. church, was a success, all reports going in round. Rev. Dr. Moseley has served four years with unusual ability and with an unspotted character long may we have him. [677, 390, 873, 462]
column-rule [1082, 186, 1083, 2146]
news-paragraph: Mrs. St. Clair Perry of Ivy street, is convalescing rapidly. Programs are out announcing the coming of the beautiful new school at Ethioinhem of which Prof. A. W. Johnson, is principal. Paul Quinn College foot ball team went to Prairie View last Saturday for a game. Prairie View was the victor, 6 to 0. South Waco Colored school has launched a financial drive to secure funds for playground equipment. [472, 581, 668, 714]
subheading: School Notes. [123, 624, 197, 635]
news-paragraph: Hubbard, Texas, Nov. 6.—Sunday school was fair attended. Rev. E. M. Palmer preached on Sunday. Rev. H. M. Phillips preached Sunday afternoon at the Baptist. Mrs. Laura Jackson of Waco spent Sunday here. Mrs. Lucile Tilford and Mr. Willie Haywood, was quietly married at the home of the bride's parents Sunday. Mr. R. Goodloe went to Purdon, Sunday. Mrs. C. L. Gay is in the city visiting her parents. Mr. and Mrs. Glennie Lark of Forreston, visited his mother Sunday. Mrs. Brackens has returned from Wichita Falls. Mrs. Sarah Laughter who has been visiting relatives in Dallas came home Sunday. [1292, 1986, 1488, 2179]
news-paragraph: Mrs. Daisy O. Kroll returned from Waco after a few days stay at the Cotton Palace. [1292, 250, 1488, 286]
news-paragraph: Mr. A. D. Cleaver visited in Dallas, last week. Mr. Ben Williams of Jacksonville, his old home on the sick list. [677, 674, 873, 722]
news-paragraph: Mr. Lloyd Tate left for Beaumont last week to confer with Dr. Leon Inlow. [472, 1469, 668, 1493]
news-paragraph: Mrs. A. H. Lafond of Houston, was the guest of Prof. and Mrs. O. L. Price Sunday. She was on route to her school work at Swanson's Grove this county. [267, 1071, 463, 1119]
news-paragraph: Little Miss Eddie Ezlington of Hearne, left for her home after a visit with her parents, Mr. and Mrs. T. J. Ricks. [267, 1329, 463, 1377]
news-paragraph: Mr. S. V. Cumby was in Dallas last week on business. [1292, 288, 1488, 312]
news-paragraph: Mr. Arthur Preston, now of Lawton, Okla., spent Sunday with Mrs. Nancy Nelson. Mr. T. W. Williams is visiting his mother at Pottsboro. [1292, 1510, 1488, 1559]
